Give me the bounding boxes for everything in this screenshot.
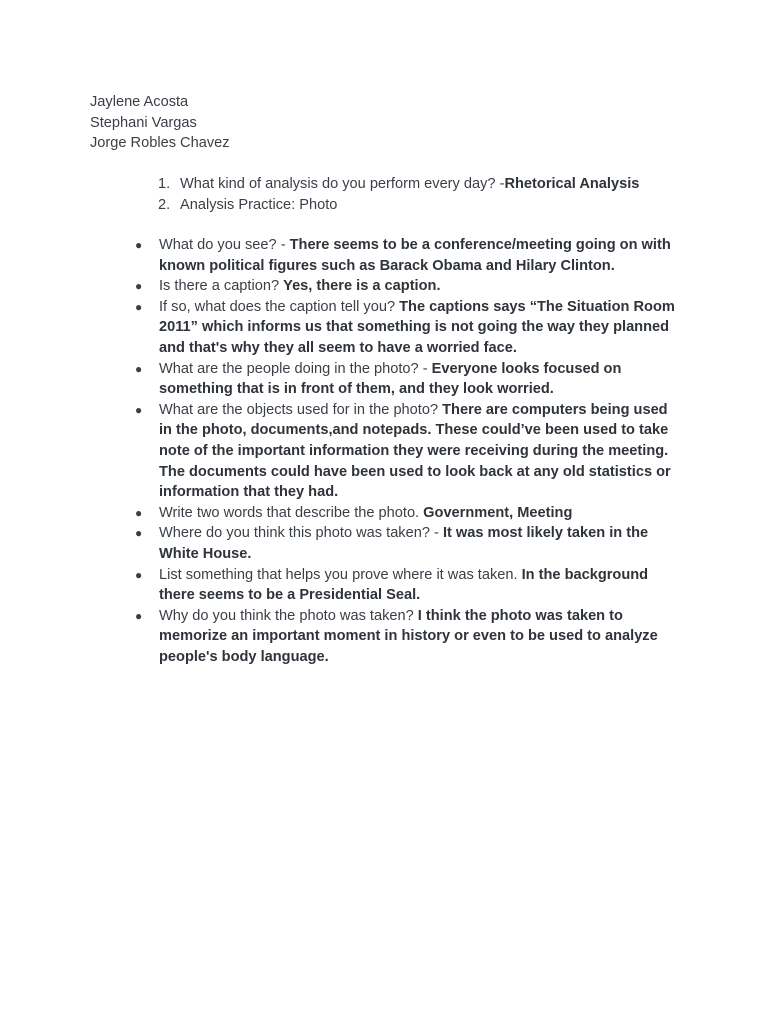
bullet-icon: ● [135,279,143,294]
item-question: What kind of analysis do you perform every day? - [180,176,505,192]
question-text: Is there a caption? [159,278,284,295]
item-question: Analysis Practice: Photo [180,196,338,213]
numbered-list [158,174,639,215]
bullet-list [135,235,680,667]
bullet-icon: ● [135,361,143,376]
item-number: 2. [158,196,171,213]
bullet-icon: ● [135,567,143,582]
answer-text: Government, Meeting [423,504,573,521]
list-item [135,400,680,503]
question-text: What do you see? - [159,237,290,253]
question-text: Write two words that describe the photo. [159,504,424,521]
answer-text: The captions says “The Situation Room 2011” which informs us that something is not going the way they planned and that's why they all seem to have a worried face. [159,298,675,356]
answer-text: There seems to be a conference/meeting going on with known political figures such as Barack Obama and Hilary Clinton. [159,237,671,274]
numbered-item [158,174,639,195]
list-item [135,235,680,276]
list-item [135,606,680,668]
question-text: What are the objects used for in the photo? [159,401,443,418]
list-item [135,359,680,400]
question-text: Where do you think this photo was taken? - [159,525,443,542]
numbered-item [158,195,639,216]
answer-text: Yes, there is a caption. [283,278,441,295]
author-name: Stephani Vargas [90,114,197,131]
answer-text: It was most likely taken in the White House. [159,525,649,562]
answer-text: In the background there seems to be a Presidential Seal. [159,566,649,604]
item-answer: Rhetorical Analysis [504,176,640,192]
question-text: If so, what does the caption tell you? [159,298,400,315]
question-text: What are the people doing in the photo? - [159,360,432,377]
item-number: 1. [158,176,171,192]
bullet-icon: ● [135,526,143,541]
bullet-icon: ● [135,238,143,252]
list-item [135,523,680,564]
bullet-icon: ● [135,505,143,520]
list-item [135,565,680,606]
author-names [90,92,230,154]
author-name: Jaylene Acosta [90,94,189,110]
answer-text: I think the photo was taken to memorize an important moment in history or even to be used to analyze people's body language. [159,607,658,665]
answer-text: There are computers being used in the photo, documents,and notepads. These could’ve been used to take note of the important information they were receiving during the meeting. The documents could have been used to look back at any old statistics or information that they had. [159,401,671,501]
answer-text: Everyone looks focused on something that is in front of them, and they look worried. [159,360,622,398]
author-name: Jorge Robles Chavez [90,135,230,152]
bullet-icon: ● [135,608,143,623]
bullet-icon: ● [135,299,143,314]
list-item [135,503,680,524]
bullet-icon: ● [135,402,143,417]
list-item [135,276,680,297]
list-item [135,297,680,359]
question-text: List something that helps you prove where it was taken. [159,566,522,583]
question-text: Why do you think the photo was taken? [159,607,418,624]
